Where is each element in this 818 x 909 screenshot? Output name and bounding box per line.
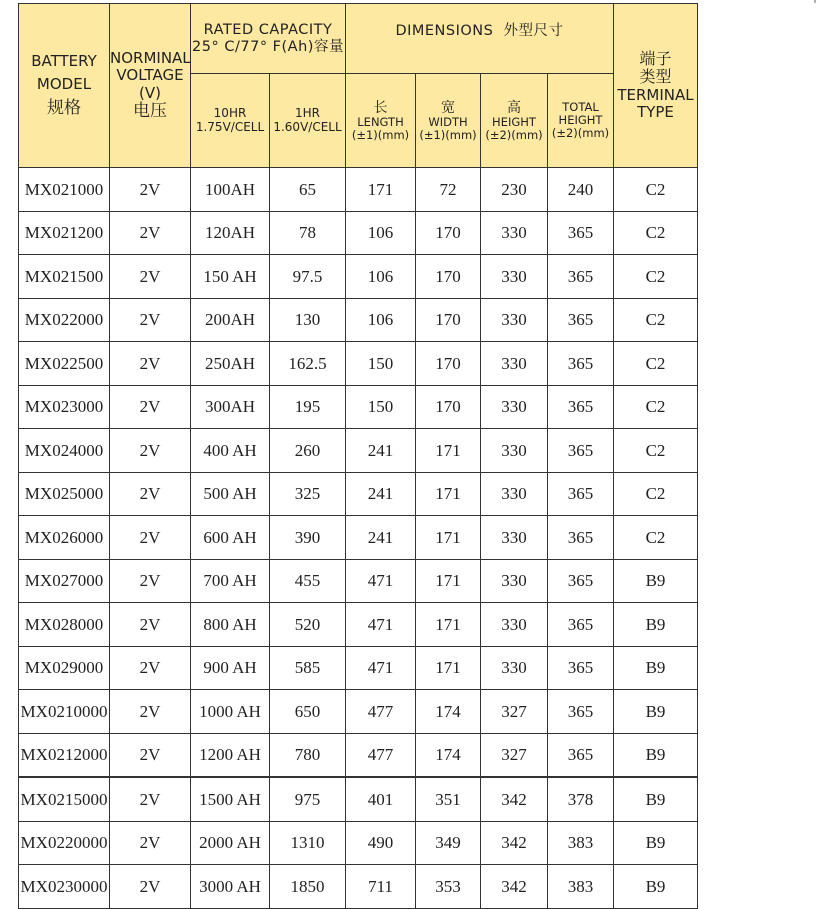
header-voltage: NORMINAL VOLTAGE (V) 电压 [110, 4, 191, 168]
cell-model: MX0212000 [19, 733, 110, 777]
cell-capacity-10hr: 500 AH [191, 472, 270, 516]
cell-model: MX029000 [19, 646, 110, 690]
table-row [19, 385, 698, 429]
table-row [19, 516, 698, 560]
table-row [19, 211, 698, 255]
table-row [19, 821, 698, 865]
table-row [19, 777, 698, 821]
cell-model: MX023000 [19, 385, 110, 429]
cell-capacity-10hr: 1000 AH [191, 690, 270, 734]
cell-capacity-10hr: 1500 AH [191, 777, 270, 821]
cell-height: 330 [481, 646, 548, 690]
header-width: 宽 WIDTH (±1)(mm) [416, 74, 481, 168]
cell-terminal: C2 [614, 298, 698, 342]
cell-capacity-10hr: 900 AH [191, 646, 270, 690]
cell-voltage: 2V [110, 429, 191, 473]
header-height: 高 HEIGHT (±2)(mm) [481, 74, 548, 168]
cell-length: 106 [346, 298, 416, 342]
window-edge [814, 0, 816, 3]
cell-model: MX0215000 [19, 777, 110, 821]
cell-terminal: B9 [614, 646, 698, 690]
table-row [19, 646, 698, 690]
cell-total-height: 365 [548, 603, 614, 647]
table-row [19, 298, 698, 342]
header-capacity-10hr: 10HR 1.75V/CELL [191, 74, 270, 168]
cell-length: 471 [346, 603, 416, 647]
cell-terminal: C2 [614, 385, 698, 429]
cell-voltage: 2V [110, 211, 191, 255]
cell-voltage: 2V [110, 690, 191, 734]
cell-height: 330 [481, 211, 548, 255]
cell-total-height: 365 [548, 733, 614, 777]
cell-capacity-10hr: 700 AH [191, 559, 270, 603]
header-battery-model: BATTERY MODEL 规格 [19, 4, 110, 168]
cell-length: 471 [346, 646, 416, 690]
table-row [19, 733, 698, 777]
cell-voltage: 2V [110, 385, 191, 429]
cell-width: 170 [416, 211, 481, 255]
table-row [19, 255, 698, 299]
cell-height: 330 [481, 342, 548, 386]
cell-capacity-10hr: 150 AH [191, 255, 270, 299]
cell-voltage: 2V [110, 646, 191, 690]
cell-length: 711 [346, 865, 416, 909]
cell-capacity-1hr: 78 [270, 211, 346, 255]
cell-length: 241 [346, 429, 416, 473]
cell-capacity-1hr: 780 [270, 733, 346, 777]
cell-capacity-1hr: 520 [270, 603, 346, 647]
table-row [19, 603, 698, 647]
cell-width: 171 [416, 516, 481, 560]
header-total-height: TOTAL HEIGHT (±2)(mm) [548, 74, 614, 168]
table-row [19, 429, 698, 473]
cell-capacity-10hr: 2000 AH [191, 821, 270, 865]
cell-voltage: 2V [110, 298, 191, 342]
cell-voltage: 2V [110, 255, 191, 299]
cell-model: MX026000 [19, 516, 110, 560]
cell-width: 353 [416, 865, 481, 909]
cell-capacity-10hr: 600 AH [191, 516, 270, 560]
cell-model: MX022500 [19, 342, 110, 386]
cell-model: MX025000 [19, 472, 110, 516]
cell-total-height: 365 [548, 298, 614, 342]
cell-terminal: B9 [614, 559, 698, 603]
cell-voltage: 2V [110, 559, 191, 603]
cell-capacity-10hr: 400 AH [191, 429, 270, 473]
cell-terminal: C2 [614, 342, 698, 386]
cell-length: 150 [346, 342, 416, 386]
cell-capacity-1hr: 455 [270, 559, 346, 603]
cell-capacity-10hr: 300AH [191, 385, 270, 429]
cell-voltage: 2V [110, 168, 191, 212]
cell-length: 150 [346, 385, 416, 429]
cell-capacity-10hr: 800 AH [191, 603, 270, 647]
cell-voltage: 2V [110, 342, 191, 386]
cell-model: MX021500 [19, 255, 110, 299]
cell-model: MX0220000 [19, 821, 110, 865]
header-row-1 [19, 4, 698, 74]
cell-width: 170 [416, 342, 481, 386]
cell-total-height: 365 [548, 690, 614, 734]
cell-capacity-10hr: 250AH [191, 342, 270, 386]
cell-voltage: 2V [110, 777, 191, 821]
cell-width: 170 [416, 385, 481, 429]
cell-height: 342 [481, 821, 548, 865]
cell-height: 330 [481, 429, 548, 473]
cell-width: 170 [416, 298, 481, 342]
cell-terminal: B9 [614, 777, 698, 821]
cell-capacity-10hr: 100AH [191, 168, 270, 212]
cell-height: 330 [481, 385, 548, 429]
cell-total-height: 365 [548, 646, 614, 690]
cell-total-height: 383 [548, 865, 614, 909]
cell-voltage: 2V [110, 865, 191, 909]
cell-height: 330 [481, 516, 548, 560]
cell-width: 171 [416, 472, 481, 516]
cell-model: MX0230000 [19, 865, 110, 909]
cell-capacity-1hr: 162.5 [270, 342, 346, 386]
cell-total-height: 365 [548, 429, 614, 473]
header-length: 长 LENGTH (±1)(mm) [346, 74, 416, 168]
cell-width: 171 [416, 559, 481, 603]
table-row [19, 690, 698, 734]
battery-spec-table [18, 3, 698, 909]
cell-height: 327 [481, 733, 548, 777]
cell-length: 241 [346, 472, 416, 516]
cell-capacity-10hr: 200AH [191, 298, 270, 342]
cell-width: 171 [416, 603, 481, 647]
cell-length: 477 [346, 690, 416, 734]
cell-total-height: 365 [548, 255, 614, 299]
cell-model: MX021200 [19, 211, 110, 255]
header-capacity-1hr: 1HR 1.60V/CELL [270, 74, 346, 168]
cell-height: 342 [481, 865, 548, 909]
cell-length: 171 [346, 168, 416, 212]
cell-length: 401 [346, 777, 416, 821]
cell-total-height: 365 [548, 516, 614, 560]
cell-terminal: C2 [614, 211, 698, 255]
cell-model: MX027000 [19, 559, 110, 603]
cell-terminal: C2 [614, 255, 698, 299]
cell-capacity-1hr: 975 [270, 777, 346, 821]
header-dimensions: DIMENSIONS 外型尺寸 [346, 4, 614, 74]
table-row [19, 559, 698, 603]
cell-height: 327 [481, 690, 548, 734]
cell-model: MX0210000 [19, 690, 110, 734]
cell-height: 330 [481, 603, 548, 647]
cell-model: MX028000 [19, 603, 110, 647]
header-terminal-type: 端子 类型 TERMINAL TYPE [614, 4, 698, 168]
cell-terminal: C2 [614, 429, 698, 473]
cell-capacity-1hr: 390 [270, 516, 346, 560]
cell-height: 342 [481, 777, 548, 821]
cell-capacity-1hr: 130 [270, 298, 346, 342]
cell-width: 174 [416, 733, 481, 777]
cell-capacity-1hr: 650 [270, 690, 346, 734]
cell-voltage: 2V [110, 821, 191, 865]
cell-total-height: 365 [548, 385, 614, 429]
cell-voltage: 2V [110, 472, 191, 516]
cell-capacity-1hr: 195 [270, 385, 346, 429]
cell-width: 174 [416, 690, 481, 734]
cell-capacity-1hr: 65 [270, 168, 346, 212]
cell-terminal: B9 [614, 690, 698, 734]
cell-height: 230 [481, 168, 548, 212]
cell-height: 330 [481, 255, 548, 299]
cell-model: MX021000 [19, 168, 110, 212]
cell-length: 106 [346, 211, 416, 255]
cell-height: 330 [481, 559, 548, 603]
cell-capacity-10hr: 3000 AH [191, 865, 270, 909]
cell-length: 490 [346, 821, 416, 865]
cell-height: 330 [481, 298, 548, 342]
table-row [19, 472, 698, 516]
cell-terminal: B9 [614, 733, 698, 777]
cell-capacity-1hr: 325 [270, 472, 346, 516]
cell-capacity-1hr: 260 [270, 429, 346, 473]
cell-voltage: 2V [110, 516, 191, 560]
header-rated-capacity: RATED CAPACITY 25° C/77° F(Ah)容量 [191, 4, 346, 74]
cell-width: 351 [416, 777, 481, 821]
cell-model: MX024000 [19, 429, 110, 473]
cell-terminal: B9 [614, 865, 698, 909]
cell-width: 170 [416, 255, 481, 299]
cell-model: MX022000 [19, 298, 110, 342]
spec-table-body [19, 168, 698, 909]
cell-height: 330 [481, 472, 548, 516]
cell-capacity-10hr: 120AH [191, 211, 270, 255]
cell-width: 171 [416, 429, 481, 473]
cell-width: 171 [416, 646, 481, 690]
cell-terminal: C2 [614, 472, 698, 516]
cell-width: 349 [416, 821, 481, 865]
cell-total-height: 365 [548, 211, 614, 255]
cell-capacity-10hr: 1200 AH [191, 733, 270, 777]
table-row [19, 865, 698, 909]
cell-length: 241 [346, 516, 416, 560]
cell-total-height: 365 [548, 472, 614, 516]
cell-capacity-1hr: 1850 [270, 865, 346, 909]
cell-length: 477 [346, 733, 416, 777]
cell-terminal: B9 [614, 603, 698, 647]
cell-voltage: 2V [110, 603, 191, 647]
cell-voltage: 2V [110, 733, 191, 777]
cell-width: 72 [416, 168, 481, 212]
cell-total-height: 378 [548, 777, 614, 821]
cell-total-height: 365 [548, 342, 614, 386]
table-row [19, 342, 698, 386]
battery-spec-sheet [18, 3, 697, 909]
cell-length: 471 [346, 559, 416, 603]
cell-capacity-1hr: 97.5 [270, 255, 346, 299]
cell-capacity-1hr: 1310 [270, 821, 346, 865]
cell-capacity-1hr: 585 [270, 646, 346, 690]
cell-total-height: 383 [548, 821, 614, 865]
cell-terminal: B9 [614, 821, 698, 865]
cell-total-height: 240 [548, 168, 614, 212]
cell-terminal: C2 [614, 516, 698, 560]
cell-length: 106 [346, 255, 416, 299]
cell-total-height: 365 [548, 559, 614, 603]
cell-terminal: C2 [614, 168, 698, 212]
table-row [19, 168, 698, 212]
